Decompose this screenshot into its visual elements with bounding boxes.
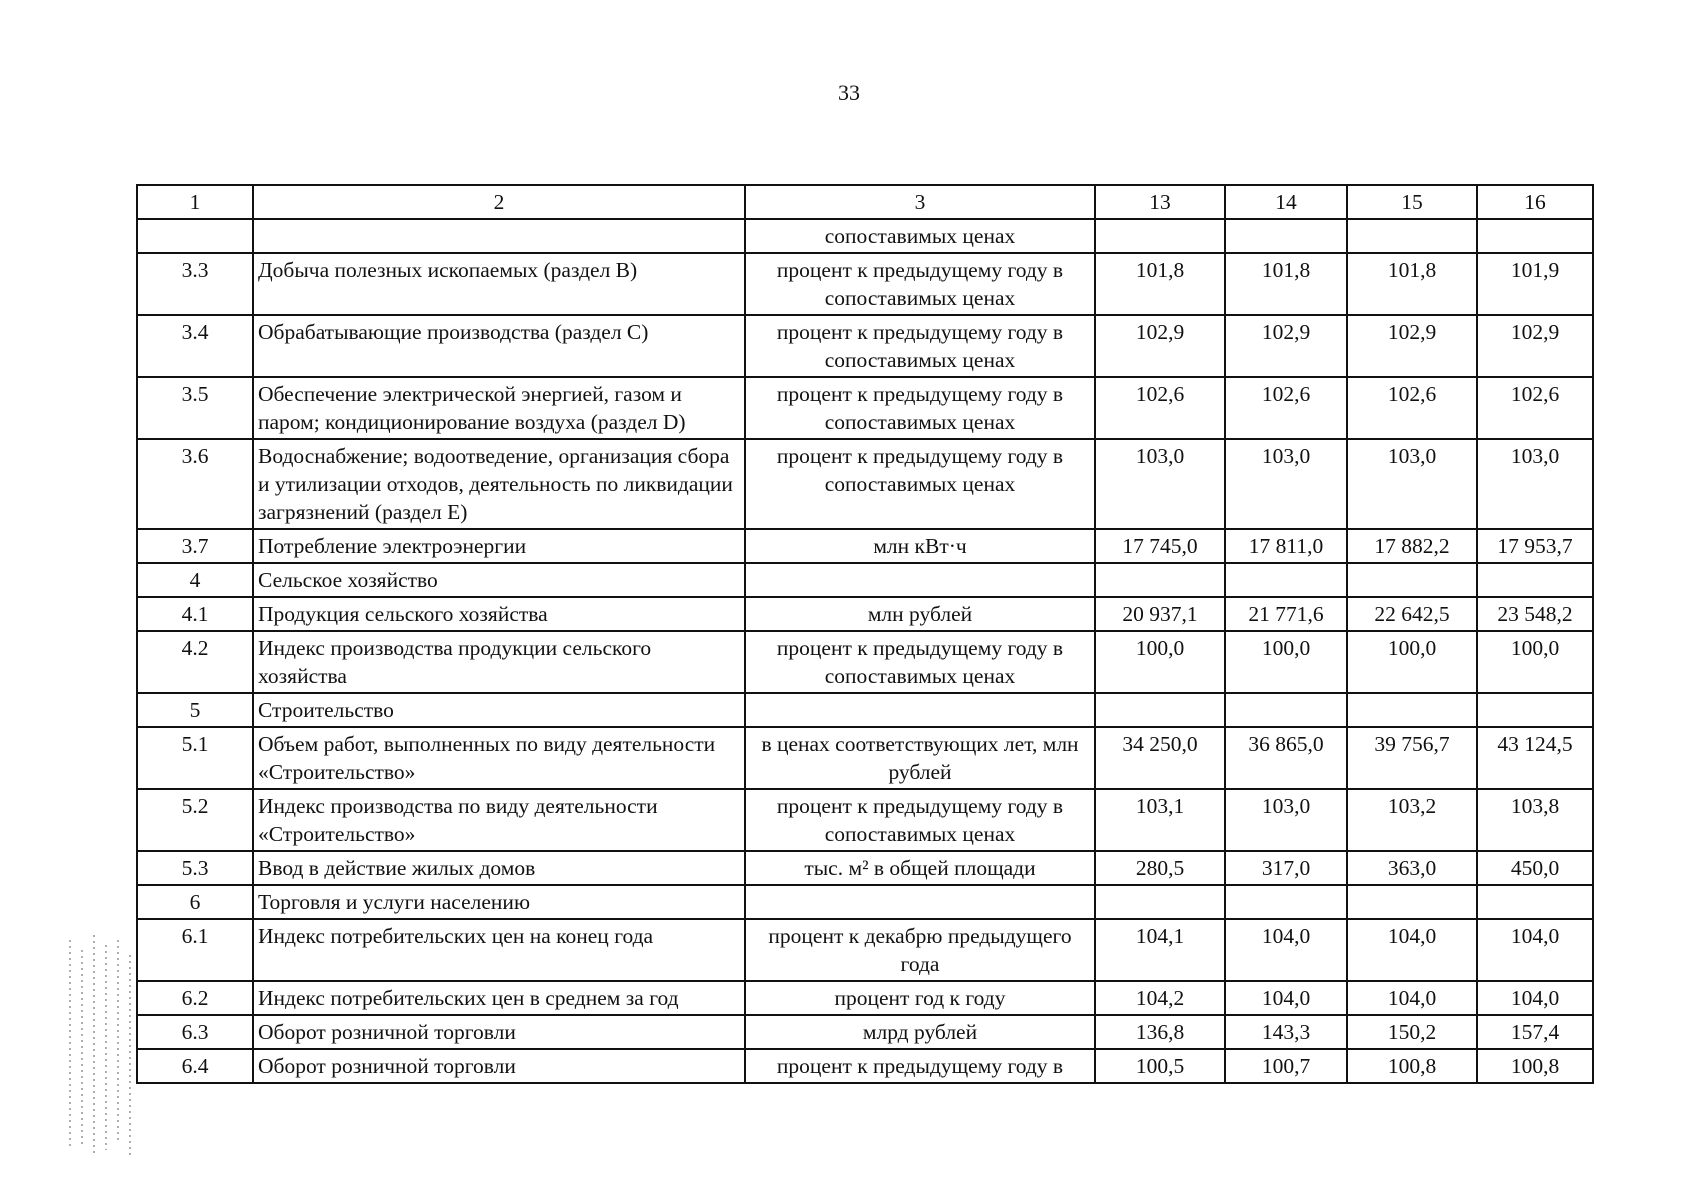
- row-number: 6.1: [137, 919, 253, 981]
- indicator-name: Оборот розничной торговли: [253, 1049, 745, 1083]
- value-col-13: 100,0: [1095, 631, 1225, 693]
- row-number: 5.1: [137, 727, 253, 789]
- value-col-15: [1347, 219, 1477, 253]
- row-number: 5.2: [137, 789, 253, 851]
- value-col-13: 280,5: [1095, 851, 1225, 885]
- value-col-16: 101,9: [1477, 253, 1593, 315]
- column-number-row: [137, 185, 1593, 219]
- value-col-13: 104,2: [1095, 981, 1225, 1015]
- value-col-15: 101,8: [1347, 253, 1477, 315]
- value-col-16: 43 124,5: [1477, 727, 1593, 789]
- value-col-14: 143,3: [1225, 1015, 1347, 1049]
- column-header: 3: [745, 185, 1095, 219]
- value-col-13: 104,1: [1095, 919, 1225, 981]
- value-col-13: [1095, 693, 1225, 727]
- value-col-14: 104,0: [1225, 919, 1347, 981]
- table-row: [137, 631, 1593, 693]
- value-col-15: 39 756,7: [1347, 727, 1477, 789]
- column-header: 2: [253, 185, 745, 219]
- value-col-15: 17 882,2: [1347, 529, 1477, 563]
- value-col-16: 103,8: [1477, 789, 1593, 851]
- value-col-14: 104,0: [1225, 981, 1347, 1015]
- value-col-15: 104,0: [1347, 919, 1477, 981]
- indicator-name: Оборот розничной торговли: [253, 1015, 745, 1049]
- value-col-15: 102,6: [1347, 377, 1477, 439]
- value-col-13: [1095, 885, 1225, 919]
- table-row: [137, 439, 1593, 529]
- unit-of-measure: [745, 563, 1095, 597]
- value-col-16: 100,8: [1477, 1049, 1593, 1083]
- value-col-16: 100,0: [1477, 631, 1593, 693]
- value-col-14: 102,9: [1225, 315, 1347, 377]
- unit-of-measure: процент к предыдущему году в сопоставимых ценах: [745, 315, 1095, 377]
- value-col-14: 17 811,0: [1225, 529, 1347, 563]
- column-header: 16: [1477, 185, 1593, 219]
- unit-of-measure: процент к предыдущему году в: [745, 1049, 1095, 1083]
- value-col-13: 103,1: [1095, 789, 1225, 851]
- value-col-15: 363,0: [1347, 851, 1477, 885]
- unit-of-measure: процент год к году: [745, 981, 1095, 1015]
- table-row: [137, 219, 1593, 253]
- indicator-name: Потребление электроэнергии: [253, 529, 745, 563]
- indicator-name: Индекс потребительских цен на конец года: [253, 919, 745, 981]
- table-row: [137, 597, 1593, 631]
- value-col-14: [1225, 693, 1347, 727]
- indicators-table: [136, 184, 1594, 1084]
- value-col-13: 103,0: [1095, 439, 1225, 529]
- row-number: 3.5: [137, 377, 253, 439]
- unit-of-measure: процент к предыдущему году в сопоставимых ценах: [745, 439, 1095, 529]
- table-row: [137, 1049, 1593, 1083]
- row-number: 3.7: [137, 529, 253, 563]
- table-row: [137, 919, 1593, 981]
- value-col-14: 21 771,6: [1225, 597, 1347, 631]
- value-col-13: 34 250,0: [1095, 727, 1225, 789]
- unit-of-measure: млн рублей: [745, 597, 1095, 631]
- value-col-14: 36 865,0: [1225, 727, 1347, 789]
- value-col-16: 157,4: [1477, 1015, 1593, 1049]
- unit-of-measure: процент к предыдущему году в сопоставимых ценах: [745, 631, 1095, 693]
- value-col-15: [1347, 885, 1477, 919]
- table-row: [137, 693, 1593, 727]
- column-header: 13: [1095, 185, 1225, 219]
- value-col-13: 20 937,1: [1095, 597, 1225, 631]
- column-header: 14: [1225, 185, 1347, 219]
- value-col-14: 103,0: [1225, 439, 1347, 529]
- row-number: 6.2: [137, 981, 253, 1015]
- value-col-16: [1477, 563, 1593, 597]
- value-col-13: 102,6: [1095, 377, 1225, 439]
- unit-of-measure: процент к декабрю предыдущего года: [745, 919, 1095, 981]
- indicator-name: Индекс производства продукции сельского хозяйства: [253, 631, 745, 693]
- value-col-16: 450,0: [1477, 851, 1593, 885]
- indicator-name: Индекс производства по виду деятельности «Строительство»: [253, 789, 745, 851]
- table-row: [137, 563, 1593, 597]
- row-number: 5: [137, 693, 253, 727]
- table-row: [137, 1015, 1593, 1049]
- value-col-15: 150,2: [1347, 1015, 1477, 1049]
- value-col-13: [1095, 563, 1225, 597]
- value-col-16: [1477, 693, 1593, 727]
- value-col-16: [1477, 885, 1593, 919]
- table-row: [137, 981, 1593, 1015]
- unit-of-measure: процент к предыдущему году в сопоставимых ценах: [745, 789, 1095, 851]
- row-number: 6.4: [137, 1049, 253, 1083]
- value-col-13: 17 745,0: [1095, 529, 1225, 563]
- table-row: [137, 851, 1593, 885]
- table-row: [137, 789, 1593, 851]
- table-row: [137, 727, 1593, 789]
- indicator-name: Обрабатывающие производства (раздел C): [253, 315, 745, 377]
- row-number: 4.2: [137, 631, 253, 693]
- value-col-15: 103,2: [1347, 789, 1477, 851]
- value-col-14: [1225, 563, 1347, 597]
- unit-of-measure: [745, 693, 1095, 727]
- row-number: 6: [137, 885, 253, 919]
- unit-of-measure: [745, 885, 1095, 919]
- unit-of-measure: тыс. м² в общей площади: [745, 851, 1095, 885]
- table-row: [137, 377, 1593, 439]
- unit-of-measure: в ценах соответствующих лет, млн рублей: [745, 727, 1095, 789]
- value-col-13: [1095, 219, 1225, 253]
- value-col-15: 102,9: [1347, 315, 1477, 377]
- indicator-name: Сельское хозяйство: [253, 563, 745, 597]
- value-col-16: 102,6: [1477, 377, 1593, 439]
- table-row: [137, 315, 1593, 377]
- indicator-name: Объем работ, выполненных по виду деятельности «Строительство»: [253, 727, 745, 789]
- row-number: [137, 219, 253, 253]
- unit-of-measure: млрд рублей: [745, 1015, 1095, 1049]
- indicator-name: Водоснабжение; водоотведение, организация сбора и утилизации отходов, деятельность по ликвидации загрязнений (раздел E): [253, 439, 745, 529]
- value-col-16: 102,9: [1477, 315, 1593, 377]
- value-col-14: 103,0: [1225, 789, 1347, 851]
- row-number: 3.6: [137, 439, 253, 529]
- value-col-16: 104,0: [1477, 981, 1593, 1015]
- indicator-name: Продукция сельского хозяйства: [253, 597, 745, 631]
- row-number: 4: [137, 563, 253, 597]
- indicator-name: Индекс потребительских цен в среднем за год: [253, 981, 745, 1015]
- value-col-14: 101,8: [1225, 253, 1347, 315]
- indicator-name: [253, 219, 745, 253]
- value-col-16: 17 953,7: [1477, 529, 1593, 563]
- value-col-14: 100,0: [1225, 631, 1347, 693]
- value-col-13: 102,9: [1095, 315, 1225, 377]
- indicator-name: Торговля и услуги населению: [253, 885, 745, 919]
- row-number: 4.1: [137, 597, 253, 631]
- indicator-name: Строительство: [253, 693, 745, 727]
- value-col-15: 100,8: [1347, 1049, 1477, 1083]
- unit-of-measure: млн кВт·ч: [745, 529, 1095, 563]
- value-col-15: [1347, 563, 1477, 597]
- row-number: 3.3: [137, 253, 253, 315]
- value-col-14: 100,7: [1225, 1049, 1347, 1083]
- unit-of-measure: процент к предыдущему году в сопоставимых ценах: [745, 377, 1095, 439]
- indicator-name: Добыча полезных ископаемых (раздел B): [253, 253, 745, 315]
- indicator-name: Обеспечение электрической энергией, газом и паром; кондиционирование воздуха (раздел D): [253, 377, 745, 439]
- value-col-16: 103,0: [1477, 439, 1593, 529]
- value-col-13: 136,8: [1095, 1015, 1225, 1049]
- value-col-14: 317,0: [1225, 851, 1347, 885]
- table-row: [137, 885, 1593, 919]
- unit-of-measure: сопоставимых ценах: [745, 219, 1095, 253]
- value-col-14: 102,6: [1225, 377, 1347, 439]
- row-number: 5.3: [137, 851, 253, 885]
- value-col-16: 104,0: [1477, 919, 1593, 981]
- page-number: 33: [838, 80, 860, 105]
- value-col-14: [1225, 885, 1347, 919]
- value-col-15: [1347, 693, 1477, 727]
- column-header: 1: [137, 185, 253, 219]
- table-row: [137, 529, 1593, 563]
- column-header: 15: [1347, 185, 1477, 219]
- value-col-16: [1477, 219, 1593, 253]
- value-col-15: 103,0: [1347, 439, 1477, 529]
- value-col-13: 101,8: [1095, 253, 1225, 315]
- value-col-15: 22 642,5: [1347, 597, 1477, 631]
- value-col-14: [1225, 219, 1347, 253]
- value-col-13: 100,5: [1095, 1049, 1225, 1083]
- unit-of-measure: процент к предыдущему году в сопоставимых ценах: [745, 253, 1095, 315]
- value-col-15: 100,0: [1347, 631, 1477, 693]
- row-number: 6.3: [137, 1015, 253, 1049]
- side-stamp-marks: [60, 930, 140, 1160]
- table-row: [137, 253, 1593, 315]
- value-col-15: 104,0: [1347, 981, 1477, 1015]
- value-col-16: 23 548,2: [1477, 597, 1593, 631]
- indicator-name: Ввод в действие жилых домов: [253, 851, 745, 885]
- row-number: 3.4: [137, 315, 253, 377]
